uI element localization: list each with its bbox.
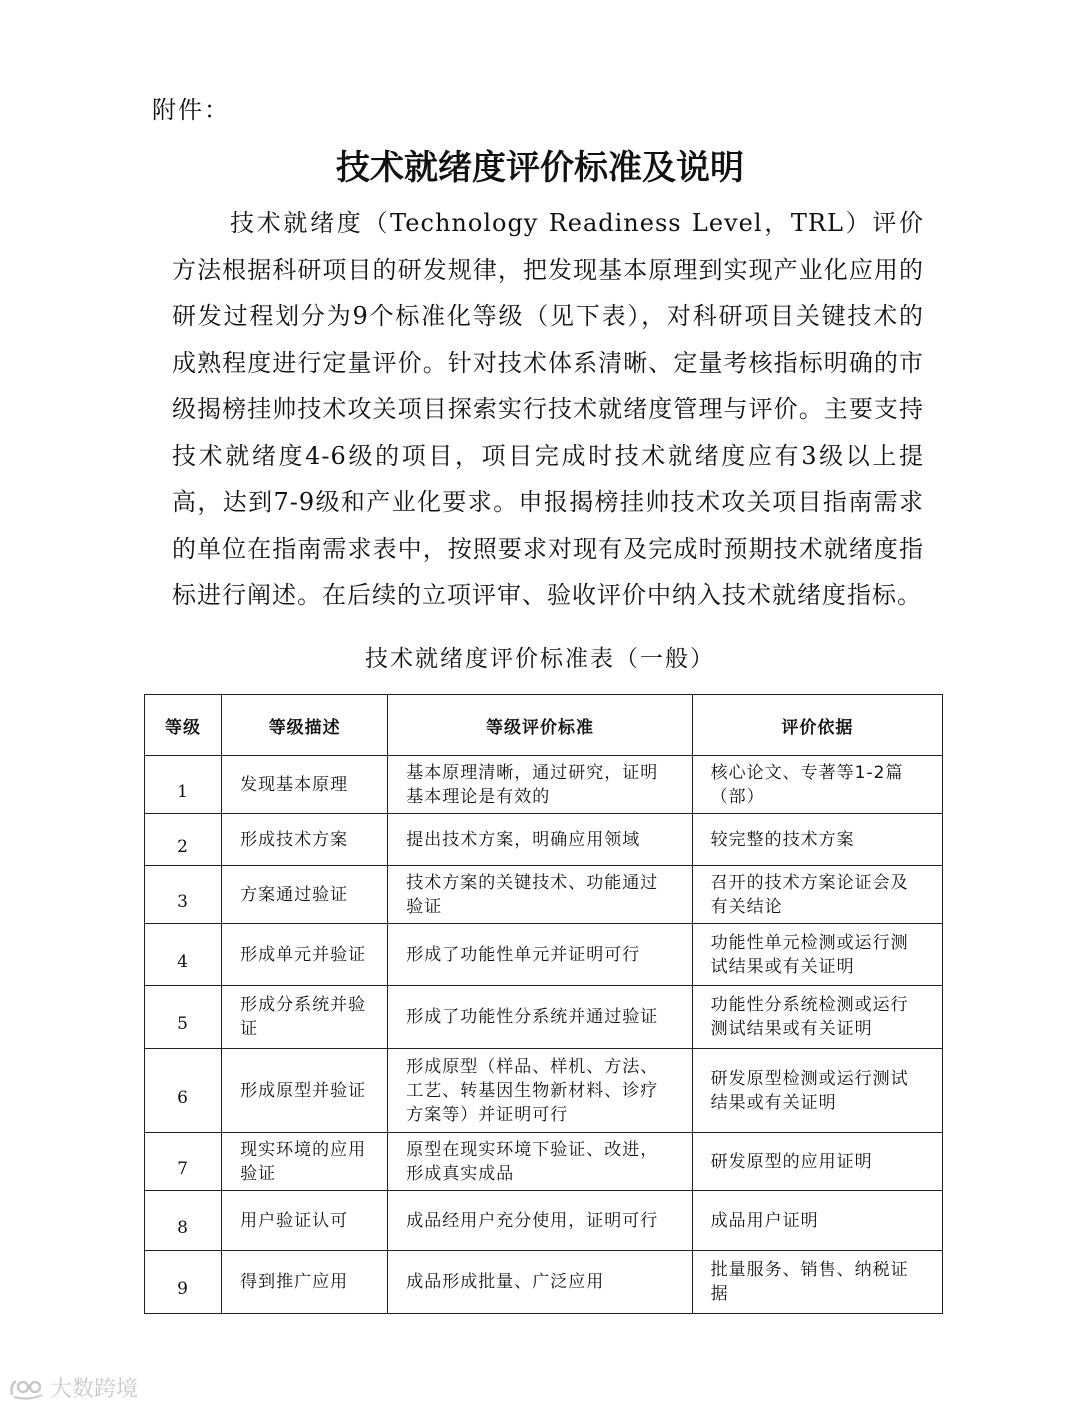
cell-criteria: 基本原理清晰，通过研究，证明基本理论是有效的 — [388, 756, 692, 814]
table-row — [145, 814, 943, 866]
cell-description: 形成单元并验证 — [222, 924, 388, 986]
trl-standard-table — [144, 694, 943, 1314]
intro-paragraph: 技术就绪度（Technology Readiness Level，TRL）评价方法根据科研项目的研发规律，把发现基本原理到实现产业化应用的研发过程划分为9个标准化等级（见下表），对科研项目关键技术的成熟程度进行定量评价。针对技术体系清晰、定量考核指标明确的市级揭榜挂帅技术攻关项目探索实行技术就绪度管理与评价。主要支持技术就绪度4-6级的项目，项目完成时技术就绪度应有3级以上提高，达到7-9级和产业化要求。申报揭榜挂帅技术攻关项目指南需求的单位在指南需求表中，按照要求对现有及完成时预期技术就绪度指标进行阐述。在后续的立项评审、验收评价中纳入技术就绪度指标。 — [172, 209, 924, 609]
cell-basis: 研发原型检测或运行测试结果或有关证明 — [692, 1049, 942, 1133]
cell-description: 得到推广应用 — [222, 1251, 388, 1314]
table-row — [145, 1251, 943, 1314]
cell-level: 9 — [145, 1251, 222, 1314]
cell-description: 现实环境的应用验证 — [222, 1133, 388, 1191]
cell-criteria: 成品形成批量、广泛应用 — [388, 1251, 692, 1314]
cell-level: 1 — [145, 756, 222, 814]
cell-basis: 研发原型的应用证明 — [692, 1133, 942, 1191]
cell-basis: 召开的技术方案论证会及有关结论 — [692, 866, 942, 924]
cell-criteria: 提出技术方案，明确应用领域 — [388, 814, 692, 866]
table-row — [145, 1133, 943, 1191]
cell-criteria: 形成原型（样品、样机、方法、工艺、转基因生物新材料、诊疗方案等）并证明可行 — [388, 1049, 692, 1133]
header-basis: 评价依据 — [692, 695, 942, 756]
cell-basis: 核心论文、专著等1-2篇（部） — [692, 756, 942, 814]
cell-basis: 功能性分系统检测或运行测试结果或有关证明 — [692, 986, 942, 1049]
cell-criteria: 形成了功能性单元并证明可行 — [388, 924, 692, 986]
cell-basis: 成品用户证明 — [692, 1191, 942, 1251]
cell-description: 形成原型并验证 — [222, 1049, 388, 1133]
cell-level: 8 — [145, 1191, 222, 1251]
watermark-text: 大数跨境 — [50, 1377, 139, 1402]
table-row — [145, 1049, 943, 1133]
table-row — [145, 986, 943, 1049]
watermark — [8, 1372, 138, 1403]
cell-level: 5 — [145, 986, 222, 1049]
cell-description: 方案通过验证 — [222, 866, 388, 924]
cell-level: 3 — [145, 866, 222, 924]
cell-description: 形成分系统并验 证 — [222, 986, 388, 1049]
cell-level: 4 — [145, 924, 222, 986]
cell-description: 发现基本原理 — [222, 756, 388, 814]
attachment-label: 附件： — [152, 96, 230, 124]
table-row — [145, 756, 943, 814]
cell-level: 2 — [145, 814, 222, 866]
table-row — [145, 924, 943, 986]
table-header-row — [145, 695, 943, 756]
cell-description: 用户验证认可 — [222, 1191, 388, 1251]
brand-logo-icon — [8, 1375, 46, 1401]
cell-description: 形成技术方案 — [222, 814, 388, 866]
table-row — [145, 1191, 943, 1251]
cell-criteria: 成品经用户充分使用，证明可行 — [388, 1191, 692, 1251]
cell-criteria: 技术方案的关键技术、功能通过验证 — [388, 866, 692, 924]
header-description: 等级描述 — [222, 695, 388, 756]
header-criteria: 等级评价标准 — [388, 695, 692, 756]
table-caption: 技术就绪度评价标准表（一般） — [365, 646, 715, 672]
cell-level: 6 — [145, 1049, 222, 1133]
cell-criteria: 原型在现实环境下验证、改进，形成真实成品 — [388, 1133, 692, 1191]
header-level: 等级 — [145, 695, 222, 756]
cell-basis: 较完整的技术方案 — [692, 814, 942, 866]
document-title: 技术就绪度评价标准及说明 — [336, 148, 744, 188]
cell-criteria: 形成了功能性分系统并通过验证 — [388, 986, 692, 1049]
table-row — [145, 866, 943, 924]
cell-basis: 功能性单元检测或运行测试结果或有关证明 — [692, 924, 942, 986]
cell-level: 7 — [145, 1133, 222, 1191]
cell-basis: 批量服务、销售、纳税证据 — [692, 1251, 942, 1314]
